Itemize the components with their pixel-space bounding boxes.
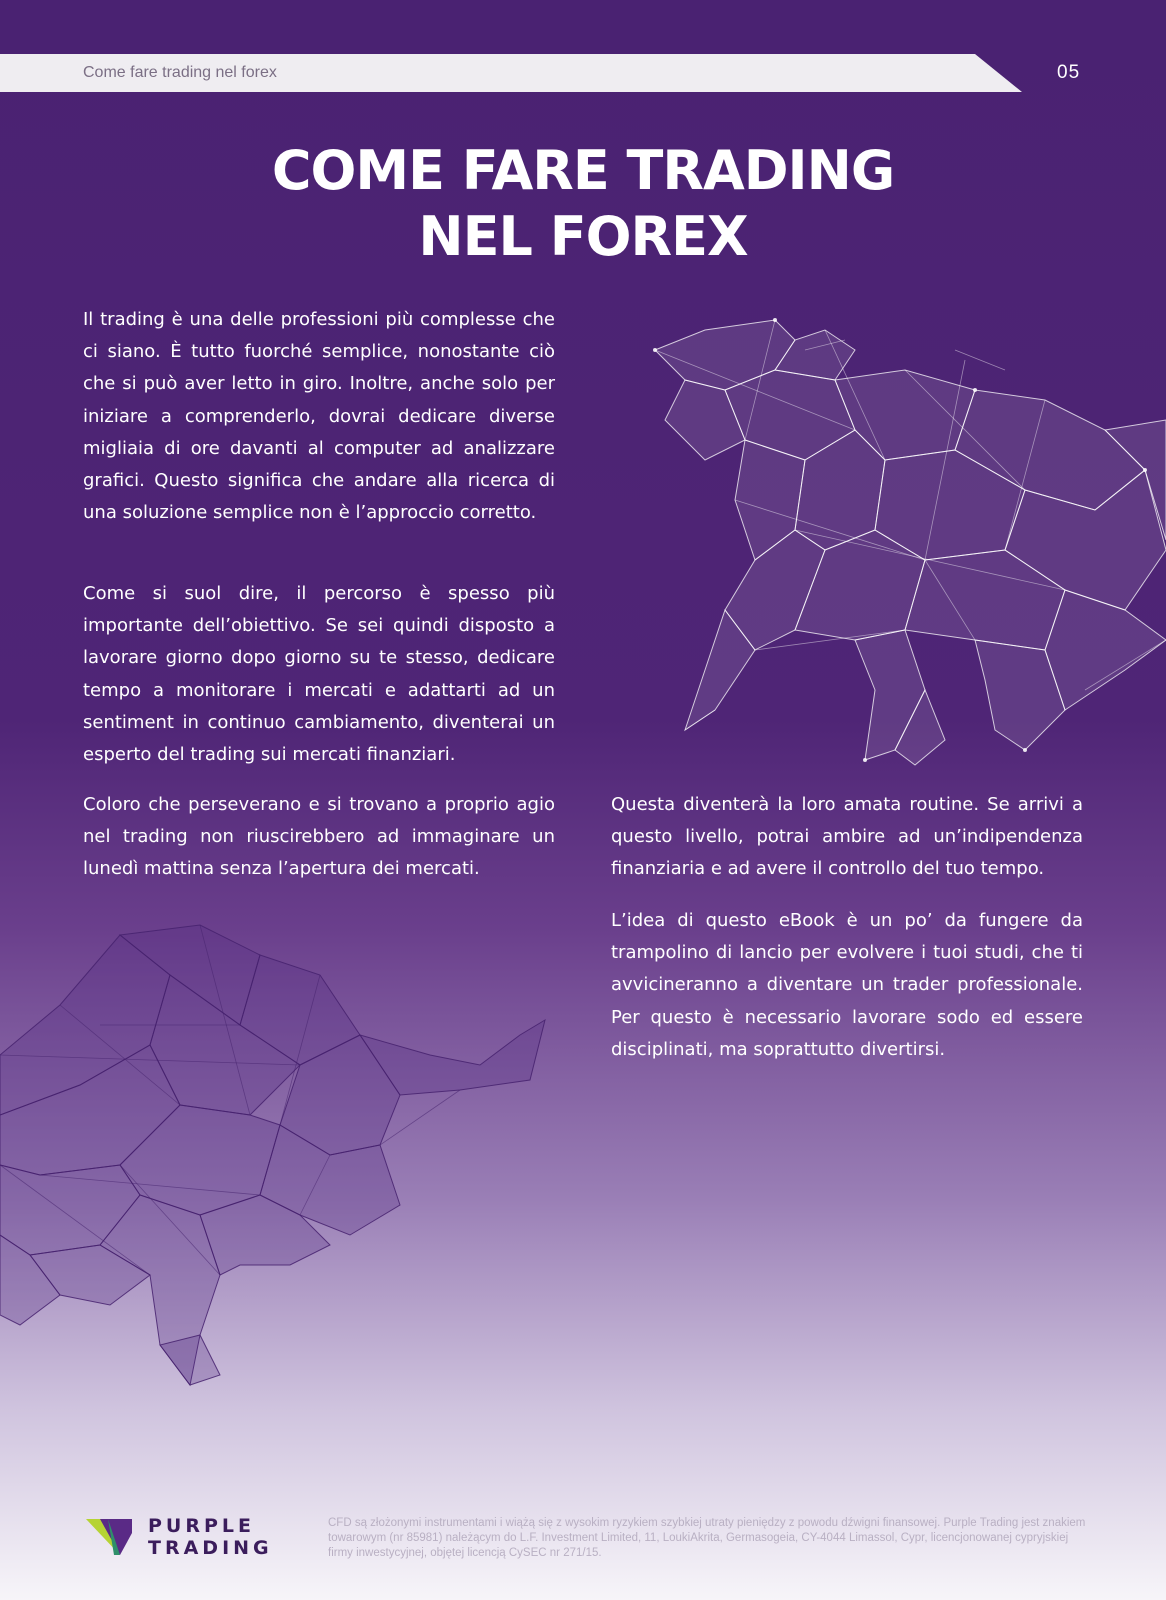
logo-text-line-2: TRADING	[148, 1537, 273, 1559]
page-title	[0, 138, 1166, 270]
bear-illustration	[625, 310, 1166, 780]
page-title-line-1: COME FARE TRADING	[271, 139, 895, 202]
page-number: 05	[1057, 62, 1081, 83]
paragraph-5: L’idea di questo eBook è un po’ da fungere da trampolino di lancio per evolvere i tuoi studi, che ti avvicineranno a diventare un trader professionale. Per questo è necessario lavorare sodo ed essere disciplinati, ma soprattutto divertirsi.	[611, 910, 1083, 1060]
page-title-line-2: NEL FOREX	[418, 205, 748, 268]
logo-text	[148, 1515, 273, 1559]
purple-trading-logo-icon	[86, 1517, 136, 1557]
paragraph-1: Il trading è una delle professioni più complesse che ci siano. È tutto fuorché semplice, nonostante ciò che si può aver letto in giro. Inoltre, anche solo per iniziare a comprenderlo, dovrai dedicare diverse migliaia di ore davanti al computer ad analizzare grafici. Questo significa che andare alla ricerca di una soluzione semplice non è l’approccio corretto.	[83, 309, 555, 524]
footer-disclaimer: CFD są złożonymi instrumentami i wiążą się z wysokim ryzykiem szybkiej utraty pieniędzy z powodu dźwigni finansowej. Purple Trading jest znakiem towarowym (nr 85981) należącym do L.F. Investment Limited, 11, LoukiAkrita, Germasogeia, CY-4044 Limassol, Cypr, licencjonowanej cypryjskiej firmy inwestycyjnej, objętej licencją CySEC nr 271/15.	[328, 1517, 1086, 1559]
bull-illustration	[0, 915, 560, 1415]
logo-text-line-1: PURPLE	[148, 1515, 255, 1537]
paragraph-4: Questa diventerà la loro amata routine. Se arrivi a questo livello, potrai ambire ad un’indipendenza finanziaria e ad avere il controllo del tuo tempo.	[611, 794, 1083, 880]
paragraph-3: Coloro che perseverano e si trovano a proprio agio nel trading non riuscirebbero ad immaginare un lunedì mattina senza l’apertura dei mercati.	[83, 794, 555, 880]
header-title: Come fare trading nel forex	[83, 64, 277, 81]
paragraph-2: Come si suol dire, il percorso è spesso più importante dell’obiettivo. Se sei quindi disposto a lavorare giorno dopo giorno su te stesso, dedicare tempo a monitorare i mercati e adattarti ad un sentiment in continuo cambiamento, diventerai un esperto del trading sui mercati finanziari.	[83, 583, 555, 766]
